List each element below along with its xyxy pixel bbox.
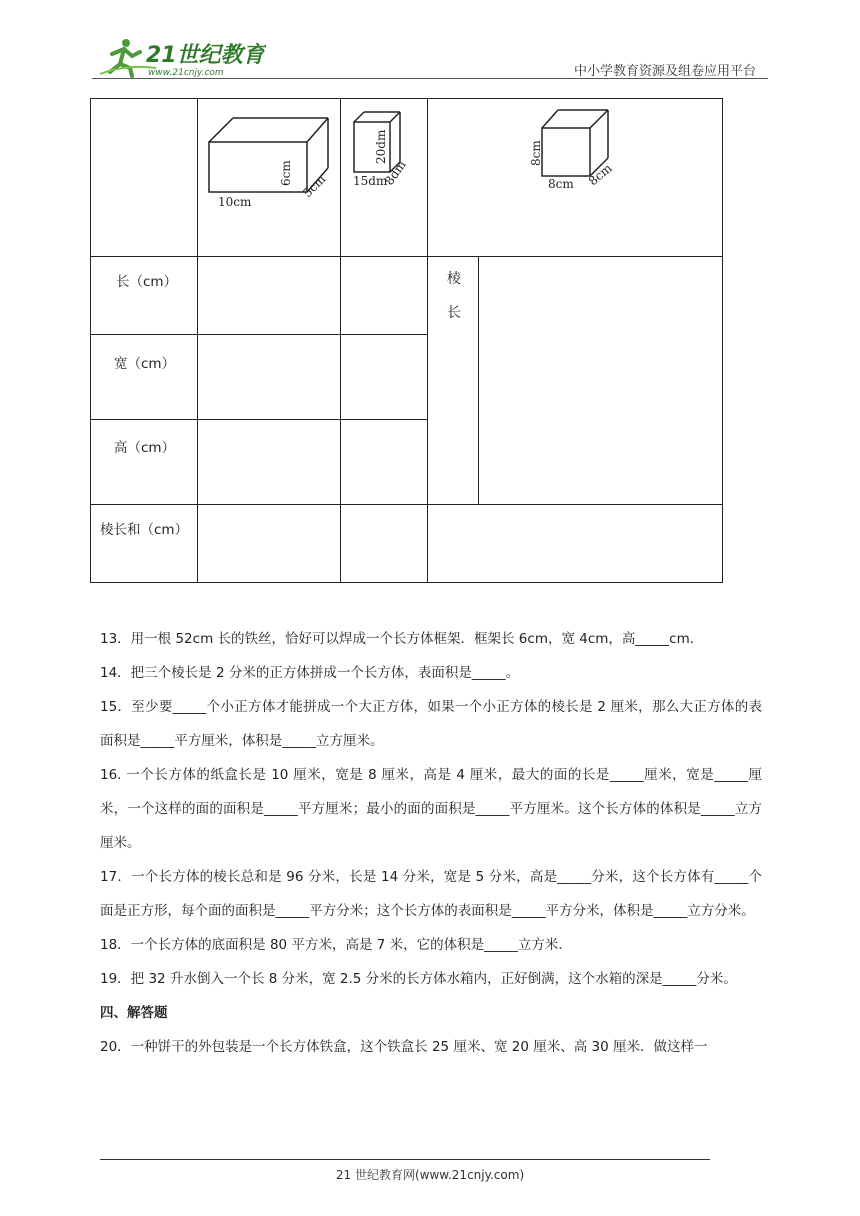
cube-edge-label-2: 长 — [447, 305, 461, 321]
cuboid2-length-label: 15dm — [353, 174, 388, 188]
dimension-table — [90, 98, 724, 584]
footer-divider — [100, 1159, 710, 1160]
cuboid2-width-label: 8dm — [381, 157, 409, 188]
cuboid1-width-label: 5cm — [300, 172, 329, 201]
cube-width-label: 8cm — [585, 161, 615, 189]
cuboid1-length-label: 10cm — [218, 195, 252, 209]
section-title: 四、解答题 — [100, 1005, 168, 1021]
cube-edge-label-1: 棱 — [447, 271, 461, 287]
question-20: 20．一种饼干的外包装是一个长方体铁盒，这个铁盒长 25 厘米、宽 20 厘米、高 30 厘米．做这样一 — [100, 1039, 708, 1055]
row-label-length: 长（cm） — [116, 274, 178, 290]
platform-title: 中小学教育资源及组卷应用平台 — [573, 64, 756, 79]
site-logo — [96, 34, 266, 80]
cuboid1-height-label: 6cm — [279, 160, 293, 186]
question-list — [100, 622, 762, 1064]
svg-text:21世纪教育: 21世纪教育 — [146, 43, 265, 68]
footer-text: 21 世纪教育网(www.21cnjy.com) — [335, 1168, 525, 1182]
question-14: 14．把三个棱长是 2 分米的正方体拼成一个长方体，表面积是_____。 — [100, 665, 520, 681]
row-label-edge-sum: 棱长和（cm） — [100, 522, 189, 538]
question-13: 13．用一根 52cm 长的铁丝，恰好可以焊成一个长方体框架．框架长 6cm，宽 4cm，高_____cm． — [100, 631, 704, 647]
table-grid — [90, 98, 724, 584]
svg-text:www.21cnjy.com: www.21cnjy.com — [148, 68, 224, 78]
question-18: 18．一个长方体的底面积是 80 平方米，高是 7 米，它的体积是_____立方米． — [100, 937, 572, 953]
cube-height-label: 8cm — [529, 140, 543, 166]
cuboid2-height-label: 20dm — [374, 129, 388, 164]
row-label-width: 宽（cm） — [114, 356, 176, 372]
cube-length-label: 8cm — [548, 177, 574, 191]
question-17: 17．一个长方体的棱长总和是 96 分米，长是 14 分米，宽是 5 分米，高是_____分米，这个长方体有_____个面是正方形，每个面的面积是_____平方分米；这个长方体的表面积是_____平方分米，体积是_____立方分米。 — [100, 869, 762, 919]
question-19: 19．把 32 升水倒入一个长 8 分米，宽 2.5 分米的长方体水箱内，正好倒满，这个水箱的深是_____分米。 — [100, 971, 737, 987]
row-label-height: 高（cm） — [114, 440, 176, 456]
question-15: 15．至少要_____个小正方体才能拼成一个大正方体，如果一个小正方体的棱长是 2 厘米，那么大正方体的表面积是_____平方厘米，体积是_____立方厘米。 — [100, 699, 762, 749]
header-divider — [92, 78, 768, 79]
question-16: 16. 一个长方体的纸盒长是 10 厘米，宽是 8 厘米，高是 4 厘米，最大的面的长是_____厘米，宽是_____厘米，一个这样的面的面积是_____平方厘米；最小的面的面积是_____平方厘米。这个长方体的体积是_____立方厘米。 — [100, 767, 762, 851]
